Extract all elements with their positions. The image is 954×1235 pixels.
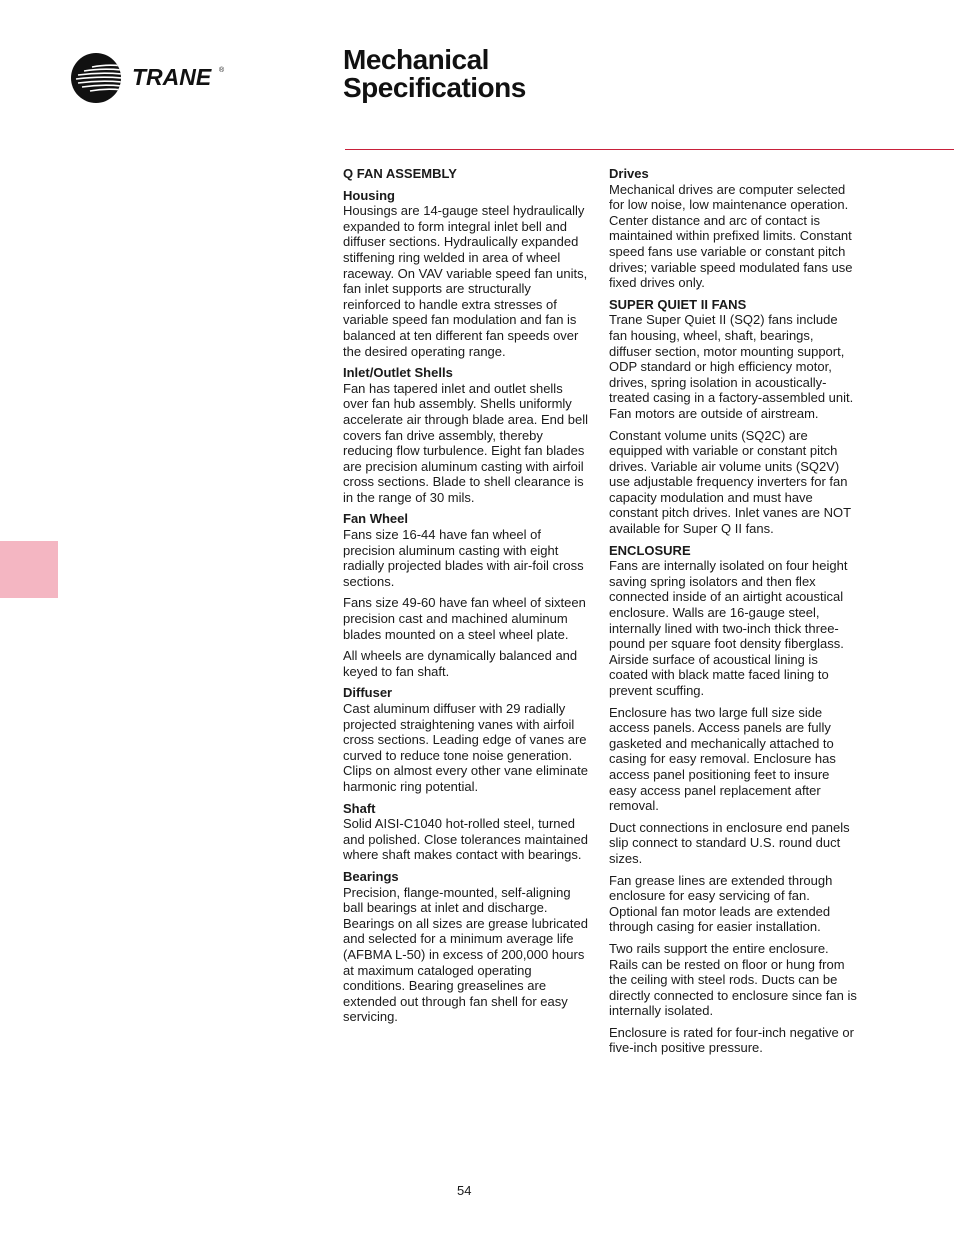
spec-paragraph xyxy=(609,428,857,537)
spec-block-drives xyxy=(609,166,857,291)
spec-text: Trane Super Quiet II (SQ2) fans include fan housing, wheel, shaft, bearings, diffuser section, motor mounting support, ODP standard or high efficiency motor, drives, spring isolation in acoustically-treated casing in a factory-assembled unit. Fan motors are outside of airstream. xyxy=(609,312,854,421)
spec-text: Fans size 16-44 have fan wheel of precision aluminum casting with eight radially projected blades with air-foil cross sections. xyxy=(343,527,584,589)
spec-paragraph xyxy=(609,166,857,291)
spec-block-shaft xyxy=(343,801,591,863)
spec-text: Fan grease lines are extended through enclosure for easy servicing of fan. Optional fan motor leads are extended through casing for easier installation. xyxy=(609,872,833,935)
spec-paragraph xyxy=(343,595,591,642)
spec-paragraph xyxy=(343,648,591,679)
spec-paragraph xyxy=(609,1025,857,1056)
spec-paragraph xyxy=(343,685,591,794)
svg-text:®: ® xyxy=(219,67,225,74)
spec-heading: Drives xyxy=(609,166,649,181)
spec-text: Housings are 14-gauge steel hydraulically expanded to form integral inlet bell and diffuser sections. Hydraulically expanded stiffening ring welded in area of wheel raceway. On VAV variable speed fan units, fan inlet supports are structurally reinforced to handle extra stresses of variable speed fan modulation and fan is balanced at ten different fan speeds over the desired operating range. xyxy=(343,203,588,359)
spec-block-housing xyxy=(343,188,591,360)
spec-text: Enclosure is rated for four-inch negative or five-inch positive pressure. xyxy=(609,1024,854,1056)
spec-paragraph xyxy=(609,820,857,867)
spec-paragraph xyxy=(343,511,591,589)
spec-paragraph xyxy=(343,188,591,360)
spec-paragraph xyxy=(609,543,857,699)
spec-text: Fan has tapered inlet and outlet shells over fan hub assembly. Shells uniformly accelerate air through blade area. End bell covers fan drive assembly, thereby reducing flow turbulence. Eight fan blades are precision aluminum casting with airfoil cross sections. Blade to shell clearance is in the range of 30 mils. xyxy=(343,380,588,505)
spec-text: All wheels are dynamically balanced and keyed to fan shaft. xyxy=(343,648,578,679)
spec-paragraph xyxy=(343,869,591,1025)
header-divider xyxy=(345,149,954,150)
spec-text: Solid AISI-C1040 hot-rolled steel, turned and polished. Close tolerances maintained where shaft makes contact with bearings. xyxy=(343,816,588,863)
spec-heading: Bearings xyxy=(343,868,399,884)
spec-paragraph xyxy=(343,801,591,863)
spec-text: Constant volume units (SQ2C) are equipped with variable or constant pitch drives. Variable air volume units (SQ2V) use adjustable frequency inverters for fan capacity modulation and must have constant pitch drives. Inlet vanes are NOT available for Super Q II fans. xyxy=(609,427,851,537)
spec-heading: Inlet/Outlet Shells xyxy=(343,365,453,381)
left-column xyxy=(343,166,591,1031)
spec-heading: SUPER QUIET II FANS xyxy=(609,296,747,312)
spec-text: Duct connections in enclosure end panels slip connect to standard U.S. round duct sizes. xyxy=(609,819,850,866)
spec-text: Enclosure has two large full size side access panels. Access panels are fully gasketed and mechanically attached to casing for easy removal. Enclosure has access panel positioning feet to insure easy access panel replacement after removal. xyxy=(609,704,836,814)
spec-text: Mechanical drives are computer selected for low noise, low maintenance operation. Center distance and arc of contact is maintained within prefixed limits. Constant speed fans use variable or constant pitch drives; variable speed modulated fans use fixed drives only. xyxy=(609,181,853,291)
section-title: Q FAN ASSEMBLY xyxy=(343,166,457,181)
page-title xyxy=(343,46,526,102)
spec-block-inlet-outlet-shells xyxy=(343,365,591,505)
spec-heading: Fan Wheel xyxy=(343,511,409,527)
spec-heading: Diffuser xyxy=(343,685,393,701)
svg-text:TRANE: TRANE xyxy=(132,64,212,90)
spec-paragraph xyxy=(609,297,857,422)
page-title-line2: Specifications xyxy=(343,72,526,103)
spec-paragraph xyxy=(343,365,591,505)
spec-block-enclosure xyxy=(609,543,857,1056)
spec-block-fan-wheel xyxy=(343,511,591,679)
right-column xyxy=(609,166,857,1062)
section-tab-marker xyxy=(0,541,58,598)
page-title-line1: Mechanical xyxy=(343,44,489,75)
spec-text: Fans size 49-60 have fan wheel of sixteen precision cast and machined aluminum blades mounted on a steel wheel plate. xyxy=(343,595,586,642)
spec-heading: ENCLOSURE xyxy=(609,542,691,558)
trane-logo-icon xyxy=(70,52,230,104)
spec-block-super-quiet-ii-fans xyxy=(609,297,857,537)
spec-text: Two rails support the entire enclosure. Rails can be rested on floor or hung from the ceiling with steel rods. Ducts can be directly connected to enclosure since fan is internally isolated. xyxy=(609,940,857,1019)
spec-heading: Housing xyxy=(343,187,395,203)
page-number: 54 xyxy=(457,1183,472,1198)
spec-paragraph xyxy=(609,705,857,814)
spec-block-bearings xyxy=(343,869,591,1025)
spec-block-diffuser xyxy=(343,685,591,794)
spec-paragraph xyxy=(609,941,857,1019)
spec-text: Cast aluminum diffuser with 29 radially projected straightening vanes with airfoil cross sections. Leading edge of vanes are curved to reduce tone noise generation. Clips on almost every other vane eliminate harmonic ring potential. xyxy=(343,701,588,794)
trane-logo xyxy=(70,52,230,104)
spec-text: Fans are internally isolated on four height saving spring isolators and then flex connected inside of an airtight acoustical enclosure. Walls are 16-gauge steel, internally lined with two-inch thick three-pound per square foot density fiberglass. Airside surface of acoustical lining is coated with black matte faced lining to prevent scuffing. xyxy=(609,558,848,698)
spec-paragraph xyxy=(609,873,857,935)
spec-text: Precision, flange-mounted, self-aligning ball bearings at inlet and discharge. Bearings on all sizes are grease lubricated and selected for a minimum average life (AFBMA L-50) in excess of 200,000 hours at maximum cataloged operating conditions. Bearing greaselines are extended out through fan shell for easy servicing. xyxy=(343,884,588,1025)
spec-heading: Shaft xyxy=(343,800,376,816)
